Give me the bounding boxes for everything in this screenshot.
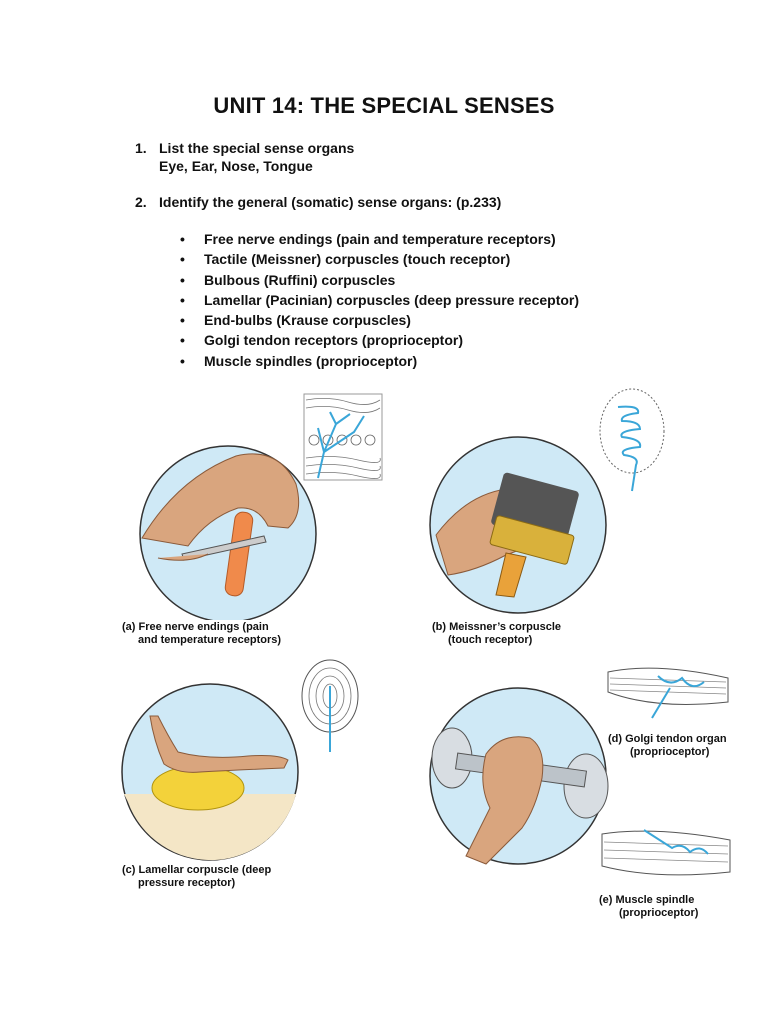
list-item: • Bulbous (Ruffini) corpuscles [180,270,579,290]
question-2-text: Identify the general (somatic) sense organs: (p.233) [159,194,502,210]
caption-b: (b) Meissner’s corpuscle (touch receptor) [432,621,561,646]
list-item: • Golgi tendon receptors (proprioceptor) [180,330,579,350]
list-item: • Lamellar (Pacinian) corpuscles (deep pressure receptor) [180,290,579,310]
sense-organ-list [180,229,579,371]
figure-de-illustration [426,658,736,894]
figure-c-illustration [118,656,368,864]
caption-e: (e) Muscle spindle (proprioceptor) [599,894,699,919]
list-item: • Free nerve endings (pain and temperature receptors) [180,229,579,249]
list-item: • Muscle spindles (proprioceptor) [180,351,579,371]
caption-a: (a) Free nerve endings (pain and temperature receptors) [122,621,282,646]
muscle-spindle-inset [602,831,730,875]
list-item: • Tactile (Meissner) corpuscles (touch receptor) [180,249,579,269]
caption-c: (c) Lamellar corpuscle (deep pressure receptor) [122,864,272,889]
question-2-number: 2. [135,194,147,210]
question-1-number: 1. [135,140,147,156]
figure-b-illustration [426,385,676,617]
list-item: • End-bulbs (Krause corpuscles) [180,310,579,330]
figure-a-illustration [118,388,388,620]
question-1-text: List the special sense organs [159,140,355,156]
question-1-answer: Eye, Ear, Nose, Tongue [159,158,313,174]
page-title: UNIT 14: THE SPECIAL SENSES [213,93,555,118]
question-1 [135,139,354,175]
caption-d: (d) Golgi tendon organ (proprioceptor) [608,733,727,758]
question-2 [135,193,501,211]
